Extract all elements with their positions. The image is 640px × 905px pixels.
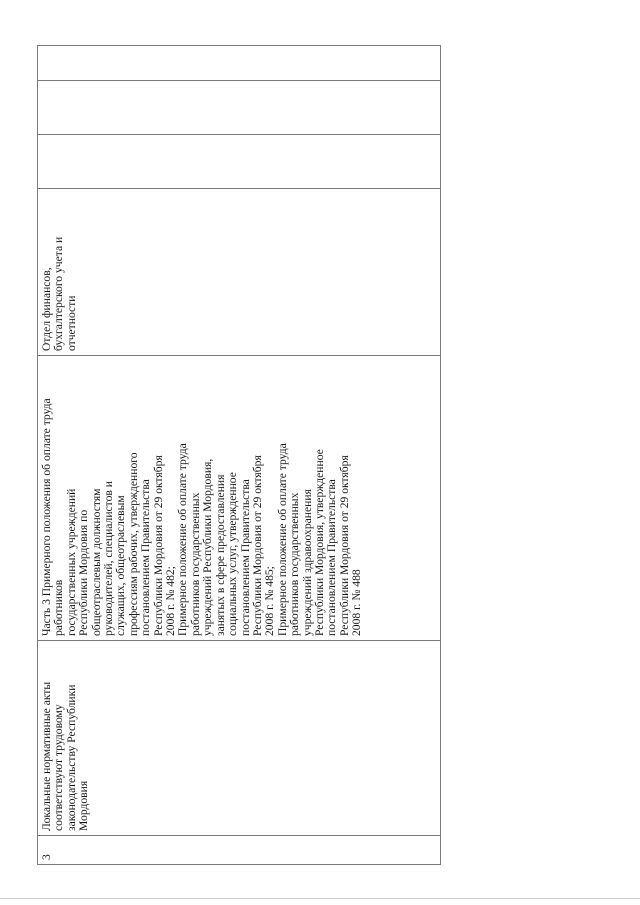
requirement-cell: Локальные нормативные акты соответствуют трудовому законодательству Республики Мордовия (38, 641, 441, 836)
legal-basis-cell: Часть 3 Примерного положения об оплате труда работников государственных учреждений Республики Мордовия по общеотраслевым должностям руководителей, специалистов и служащих, общеотраслевым профессиям рабочих, утвержденного постановлением Правительства Республики Мордовия от 29 октября 2008 г. № 482; Примерное положение об оплате труда работников государственных учреждений Республики Мордовия, занятых в сфере предоставления социальных услуг, утвержденное постановлением Правительства Республики Мордовия от 29 октября 2008 г. № 485; Примерное положение об оплате труда работников государственных учреждений здравоохранения Республики Мордовия, утвержденное постановлением Правительства Республики Мордовия от 29 октября 2008 г. № 488 (38, 356, 441, 641)
table-row (38, 46, 441, 865)
row-number-cell: 3 (38, 836, 441, 865)
empty-cell-6 (38, 81, 441, 135)
requirements-table (37, 45, 441, 865)
empty-cell-5 (38, 135, 441, 189)
scan-edge-line (0, 898, 640, 899)
empty-cell-7 (38, 46, 441, 81)
responsible-unit-cell: Отдел финансов, бухгалтерского учета и отчетности (38, 189, 441, 356)
rotated-table-page (37, 45, 441, 865)
